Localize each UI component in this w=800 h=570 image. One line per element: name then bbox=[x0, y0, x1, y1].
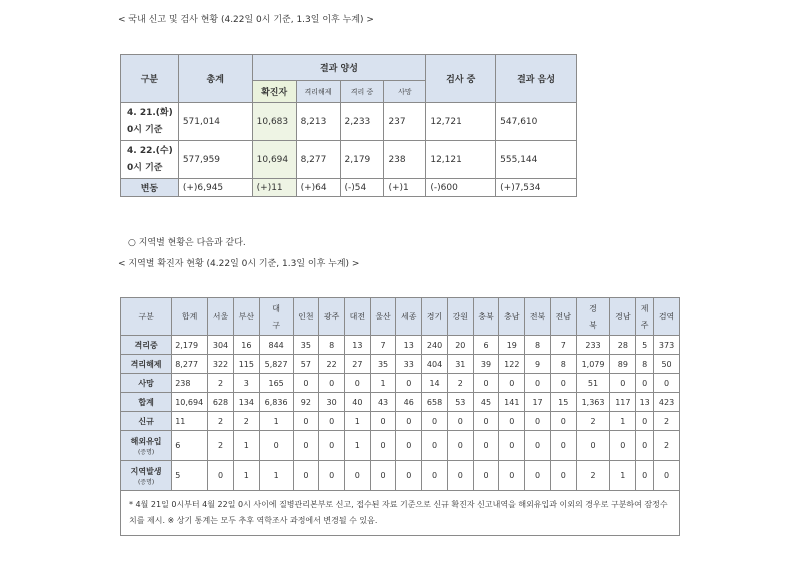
header-region: 충남 bbox=[499, 298, 525, 336]
cell-total: 2,179 bbox=[172, 336, 208, 355]
row-label bbox=[121, 374, 172, 393]
cell-value: 92 bbox=[293, 393, 319, 412]
cell-value: 8 bbox=[636, 355, 654, 374]
table-row bbox=[121, 374, 680, 393]
cell-value: 0 bbox=[473, 374, 499, 393]
header-region: 전북 bbox=[525, 298, 551, 336]
cell-value: 115 bbox=[233, 355, 259, 374]
cell-value: 117 bbox=[610, 393, 636, 412]
cell-value: 7 bbox=[550, 336, 576, 355]
table-row bbox=[121, 103, 577, 141]
cell-value: 1 bbox=[344, 412, 370, 431]
cell-value: 8 bbox=[550, 355, 576, 374]
cell-value: 122 bbox=[499, 355, 525, 374]
cell-value: 0 bbox=[525, 461, 551, 491]
header-region: 울산 bbox=[370, 298, 396, 336]
cell-value: 0 bbox=[473, 412, 499, 431]
cell-value: 51 bbox=[576, 374, 610, 393]
cell-value: 33 bbox=[396, 355, 422, 374]
cell-value: 304 bbox=[208, 336, 234, 355]
cell-value: 0 bbox=[636, 374, 654, 393]
cell-value: 0 bbox=[610, 374, 636, 393]
cell-total: 6 bbox=[172, 431, 208, 461]
cell-value: 5,827 bbox=[259, 355, 293, 374]
row-label-text: 해외유입 bbox=[130, 436, 162, 446]
cell-released: 8,213 bbox=[296, 103, 340, 141]
cell-value: 1 bbox=[370, 374, 396, 393]
cell-value: 0 bbox=[525, 431, 551, 461]
cell-value: 3 bbox=[233, 374, 259, 393]
cell-value: 373 bbox=[654, 336, 680, 355]
cell-value: 5 bbox=[636, 336, 654, 355]
header-region: 경기 bbox=[422, 298, 448, 336]
table-row bbox=[121, 431, 680, 461]
cell-value: 0 bbox=[447, 412, 473, 431]
header-total: 총계 bbox=[178, 55, 252, 103]
cell-value: 1,079 bbox=[576, 355, 610, 374]
table-row bbox=[121, 412, 680, 431]
cell-value: 2 bbox=[654, 431, 680, 461]
cell-value: 2 bbox=[233, 412, 259, 431]
cell-confirmed: 10,683 bbox=[252, 103, 296, 141]
cell-value: 2 bbox=[208, 431, 234, 461]
cell-deaths: (+)1 bbox=[384, 179, 426, 197]
header-region: 강원 bbox=[447, 298, 473, 336]
cell-value: 0 bbox=[208, 461, 234, 491]
cell-value: 35 bbox=[293, 336, 319, 355]
cell-value: 13 bbox=[344, 336, 370, 355]
caption-domestic-status: < 국내 신고 및 검사 현황 (4.22일 0시 기준, 1.3일 이후 누계) > bbox=[118, 15, 374, 25]
cell-value: 43 bbox=[370, 393, 396, 412]
regional-status-table bbox=[120, 297, 680, 536]
cell-isolated: (-)54 bbox=[340, 179, 384, 197]
header-region: 경 북 bbox=[576, 298, 610, 336]
cell-value: 240 bbox=[422, 336, 448, 355]
cell-value: 0 bbox=[447, 431, 473, 461]
row-label-text: 신규 bbox=[138, 416, 154, 426]
cell-total: 11 bbox=[172, 412, 208, 431]
cell-value: 0 bbox=[259, 431, 293, 461]
cell-value: 1 bbox=[233, 461, 259, 491]
cell-value: 2 bbox=[208, 412, 234, 431]
cell-value: 0 bbox=[293, 374, 319, 393]
cell-value: 1 bbox=[610, 412, 636, 431]
cell-value: 20 bbox=[447, 336, 473, 355]
cell-value: 22 bbox=[319, 355, 345, 374]
cell-value: 0 bbox=[396, 374, 422, 393]
cell-value: 0 bbox=[396, 431, 422, 461]
header-released: 격리해제 bbox=[296, 81, 340, 103]
cell-value: 0 bbox=[525, 412, 551, 431]
cell-value: 0 bbox=[293, 412, 319, 431]
cell-value: 46 bbox=[396, 393, 422, 412]
cell-value: 0 bbox=[636, 461, 654, 491]
cell-value: 53 bbox=[447, 393, 473, 412]
cell-value: 17 bbox=[525, 393, 551, 412]
cell-value: 0 bbox=[370, 412, 396, 431]
cell-value: 134 bbox=[233, 393, 259, 412]
cell-value: 13 bbox=[636, 393, 654, 412]
row-label-text: 사망 bbox=[138, 378, 154, 388]
cell-value: 0 bbox=[293, 431, 319, 461]
cell-value: 233 bbox=[576, 336, 610, 355]
cell-value: 13 bbox=[396, 336, 422, 355]
cell-total: 238 bbox=[172, 374, 208, 393]
cell-testing: (-)600 bbox=[426, 179, 496, 197]
cell-confirmed: (+)11 bbox=[252, 179, 296, 197]
cell-value: 0 bbox=[344, 461, 370, 491]
cell-value: 322 bbox=[208, 355, 234, 374]
cell-value: 27 bbox=[344, 355, 370, 374]
header-isolated: 격리 중 bbox=[340, 81, 384, 103]
table-row bbox=[121, 461, 680, 491]
cell-value: 57 bbox=[293, 355, 319, 374]
cell-value: 628 bbox=[208, 393, 234, 412]
cell-value: 19 bbox=[499, 336, 525, 355]
domestic-status-table bbox=[120, 54, 577, 197]
cell-value: 0 bbox=[550, 431, 576, 461]
cell-value: 0 bbox=[422, 431, 448, 461]
cell-total: 8,277 bbox=[172, 355, 208, 374]
cell-value: 0 bbox=[473, 461, 499, 491]
cell-value: 0 bbox=[396, 461, 422, 491]
row-label bbox=[121, 393, 172, 412]
header-category: 구분 bbox=[121, 55, 179, 103]
cell-released: 8,277 bbox=[296, 141, 340, 179]
row-label-sub: (증명) bbox=[137, 448, 155, 456]
row-label bbox=[121, 412, 172, 431]
cell-value: 0 bbox=[636, 431, 654, 461]
cell-value: 0 bbox=[473, 431, 499, 461]
table-header-row bbox=[121, 298, 680, 336]
cell-value: 6,836 bbox=[259, 393, 293, 412]
header-testing: 검사 중 bbox=[426, 55, 496, 103]
cell-value: 2 bbox=[208, 374, 234, 393]
row-label-text: 지역발생 bbox=[130, 466, 162, 476]
cell-value: 0 bbox=[610, 431, 636, 461]
cell-deaths: 237 bbox=[384, 103, 426, 141]
cell-total: 571,014 bbox=[178, 103, 252, 141]
row-label-text: 합계 bbox=[138, 397, 154, 407]
header-region: 서울 bbox=[208, 298, 234, 336]
cell-total: 10,694 bbox=[172, 393, 208, 412]
cell-value: 0 bbox=[499, 431, 525, 461]
header-region: 경남 bbox=[610, 298, 636, 336]
cell-value: 1 bbox=[233, 431, 259, 461]
cell-value: 2 bbox=[576, 461, 610, 491]
regional-note: ○ 지역별 현황은 다음과 같다. bbox=[128, 238, 246, 248]
cell-value: 2 bbox=[654, 412, 680, 431]
cell-value: 1 bbox=[259, 412, 293, 431]
header-deaths: 사망 bbox=[384, 81, 426, 103]
header-category: 구분 bbox=[121, 298, 172, 336]
header-negative: 결과 음성 bbox=[496, 55, 577, 103]
cell-value: 423 bbox=[654, 393, 680, 412]
cell-value: 0 bbox=[447, 461, 473, 491]
cell-value: 0 bbox=[499, 461, 525, 491]
table-row bbox=[121, 393, 680, 412]
header-region: 전남 bbox=[550, 298, 576, 336]
cell-value: 45 bbox=[473, 393, 499, 412]
cell-total: 5 bbox=[172, 461, 208, 491]
cell-value: 0 bbox=[550, 374, 576, 393]
table-row-change bbox=[121, 179, 577, 197]
cell-value: 16 bbox=[233, 336, 259, 355]
header-region: 검역 bbox=[654, 298, 680, 336]
cell-value: 9 bbox=[525, 355, 551, 374]
row-label: 4. 21.(화) 0시 기준 bbox=[121, 103, 179, 141]
cell-value: 15 bbox=[550, 393, 576, 412]
cell-negative: 547,610 bbox=[496, 103, 577, 141]
cell-testing: 12,721 bbox=[426, 103, 496, 141]
table-row bbox=[121, 355, 680, 374]
cell-value: 8 bbox=[319, 336, 345, 355]
header-region: 광주 bbox=[319, 298, 345, 336]
cell-value: 0 bbox=[396, 412, 422, 431]
header-region: 인천 bbox=[293, 298, 319, 336]
cell-value: 0 bbox=[319, 374, 345, 393]
header-region: 충북 bbox=[473, 298, 499, 336]
header-region: 제 주 bbox=[636, 298, 654, 336]
cell-value: 0 bbox=[550, 412, 576, 431]
cell-value: 141 bbox=[499, 393, 525, 412]
cell-isolated: 2,233 bbox=[340, 103, 384, 141]
header-confirmed: 확진자 bbox=[252, 81, 296, 103]
cell-isolated: 2,179 bbox=[340, 141, 384, 179]
cell-value: 658 bbox=[422, 393, 448, 412]
cell-value: 844 bbox=[259, 336, 293, 355]
cell-value: 1 bbox=[259, 461, 293, 491]
cell-value: 6 bbox=[473, 336, 499, 355]
cell-value: 0 bbox=[319, 431, 345, 461]
cell-value: 0 bbox=[422, 461, 448, 491]
cell-value: 89 bbox=[610, 355, 636, 374]
header-positive: 결과 양성 bbox=[252, 55, 426, 81]
cell-value: 2 bbox=[576, 412, 610, 431]
cell-value: 0 bbox=[636, 412, 654, 431]
cell-value: 0 bbox=[654, 461, 680, 491]
header-region: 대전 bbox=[344, 298, 370, 336]
cell-value: 30 bbox=[319, 393, 345, 412]
header-total: 합계 bbox=[172, 298, 208, 336]
cell-value: 165 bbox=[259, 374, 293, 393]
cell-value: 0 bbox=[576, 431, 610, 461]
header-region: 부산 bbox=[233, 298, 259, 336]
cell-value: 0 bbox=[293, 461, 319, 491]
cell-total: (+)6,945 bbox=[178, 179, 252, 197]
cell-value: 39 bbox=[473, 355, 499, 374]
cell-value: 0 bbox=[499, 374, 525, 393]
cell-value: 0 bbox=[654, 374, 680, 393]
cell-testing: 12,121 bbox=[426, 141, 496, 179]
row-label bbox=[121, 461, 172, 491]
cell-value: 14 bbox=[422, 374, 448, 393]
cell-value: 0 bbox=[344, 374, 370, 393]
cell-value: 0 bbox=[319, 461, 345, 491]
cell-value: 1 bbox=[344, 431, 370, 461]
cell-value: 0 bbox=[499, 412, 525, 431]
header-region: 세종 bbox=[396, 298, 422, 336]
cell-value: 0 bbox=[550, 461, 576, 491]
cell-value: 0 bbox=[525, 374, 551, 393]
row-label bbox=[121, 336, 172, 355]
cell-released: (+)64 bbox=[296, 179, 340, 197]
table-row bbox=[121, 336, 680, 355]
cell-value: 35 bbox=[370, 355, 396, 374]
cell-value: 8 bbox=[525, 336, 551, 355]
cell-deaths: 238 bbox=[384, 141, 426, 179]
cell-value: 31 bbox=[447, 355, 473, 374]
row-label bbox=[121, 355, 172, 374]
header-region: 대 구 bbox=[259, 298, 293, 336]
row-label-text: 격리해제 bbox=[130, 359, 162, 369]
cell-value: 50 bbox=[654, 355, 680, 374]
cell-value: 1 bbox=[610, 461, 636, 491]
cell-value: 7 bbox=[370, 336, 396, 355]
cell-value: 2 bbox=[447, 374, 473, 393]
cell-value: 0 bbox=[370, 431, 396, 461]
cell-negative: 555,144 bbox=[496, 141, 577, 179]
cell-negative: (+)7,534 bbox=[496, 179, 577, 197]
caption-regional-status: < 지역별 확진자 현황 (4.22일 0시 기준, 1.3일 이후 누계) > bbox=[118, 259, 360, 269]
row-label-sub: (증명) bbox=[137, 478, 155, 486]
row-label bbox=[121, 431, 172, 461]
cell-value: 0 bbox=[319, 412, 345, 431]
footnote: * 4월 21일 0시부터 4월 22일 0시 사이에 질병관리본부로 신고, 접수된 자료 기준으로 신규 확진자 신고내역을 해외유입과 이외의 경우로 구분하여 잠정수치를 제시. ※ 상기 통계는 모두 추후 역학조사 과정에서 변경될 수 있음. bbox=[121, 491, 680, 536]
row-label-text: 격리중 bbox=[134, 340, 158, 350]
row-label: 변동 bbox=[121, 179, 179, 197]
table-row bbox=[121, 141, 577, 179]
cell-value: 0 bbox=[422, 412, 448, 431]
cell-value: 0 bbox=[370, 461, 396, 491]
cell-value: 40 bbox=[344, 393, 370, 412]
cell-confirmed: 10,694 bbox=[252, 141, 296, 179]
cell-total: 577,959 bbox=[178, 141, 252, 179]
row-label: 4. 22.(수) 0시 기준 bbox=[121, 141, 179, 179]
cell-value: 28 bbox=[610, 336, 636, 355]
cell-value: 1,363 bbox=[576, 393, 610, 412]
cell-value: 404 bbox=[422, 355, 448, 374]
